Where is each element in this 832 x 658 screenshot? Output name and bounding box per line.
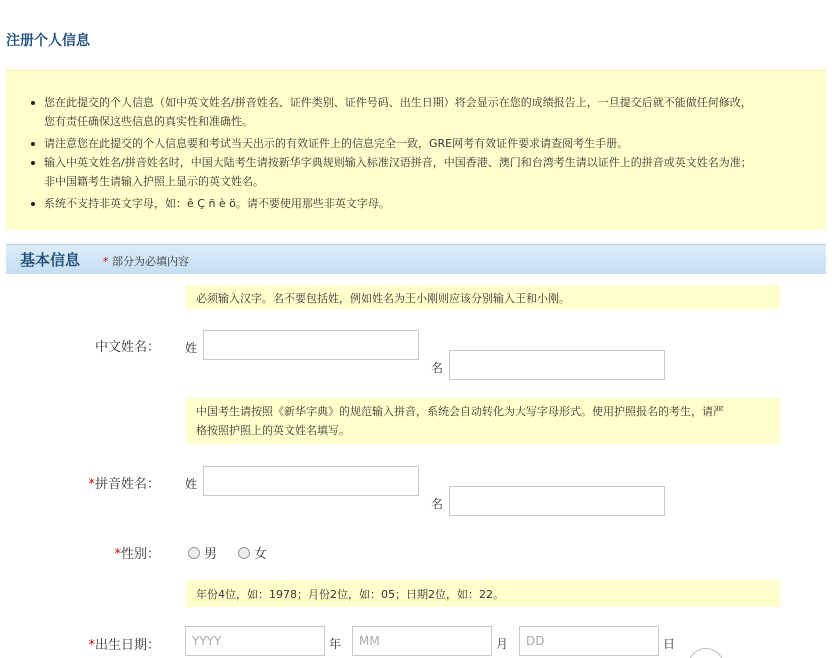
day-unit: 日	[663, 637, 676, 651]
pinyin-hint-line1: 中国考生请按照《新华字典》的规范输入拼音，系统会自动转化为大写字母形式。使用护照报名的考生，请严	[196, 405, 724, 418]
pinyin-surname-label: 姓	[185, 477, 198, 491]
birth-day-input[interactable]	[519, 626, 659, 656]
notice-text: 输入中英文姓名/拼音姓名时，中国大陆考生请按新华字典规则输入标准汉语拼音，中国香港、澳门和台湾考生请以证件上的拼音或英文姓名为准；	[44, 156, 752, 169]
birth-date-label	[0, 634, 160, 653]
notice-text: 您在此提交的个人信息（如中英文姓名/拼音姓名、证件类别、证件号码、出生日期）将会显示在您的成绩报告上，一旦提交后就不能做任何修改，	[44, 96, 752, 109]
gender-male-label: 男	[204, 547, 218, 562]
section-header	[6, 244, 826, 274]
notice-item	[30, 194, 810, 213]
year-unit: 年	[329, 637, 342, 651]
gender-option-male[interactable]	[188, 543, 217, 562]
gender-female-label: 女	[254, 547, 268, 562]
chinese-surname-label: 姓	[185, 341, 198, 355]
page-title: 注册个人信息	[6, 33, 90, 49]
pinyin-surname-input[interactable]	[203, 466, 419, 496]
notice-item	[30, 153, 810, 191]
birth-date-label-text: 出生日期：	[94, 638, 160, 653]
required-mark: *	[114, 547, 121, 562]
chinese-name-label: 中文姓名：	[94, 340, 160, 355]
birth-date-hint: 年份4位，如：1978；月份2位，如：05；日期2位，如：22。	[186, 580, 780, 607]
birth-month-input[interactable]	[352, 626, 492, 656]
month-unit: 月	[496, 637, 509, 651]
required-note-text: 部分为必填内容	[112, 255, 189, 268]
radio-female[interactable]	[238, 547, 250, 559]
notice-text: 非中国籍考生请输入护照上显示的英文姓名。	[44, 175, 264, 188]
notice-text: 系统不支持非英文字母，如：ê Ç ñ è ö。请不要使用那些非英文字母。	[44, 197, 390, 210]
gender-option-female[interactable]	[238, 543, 267, 562]
section-title: 基本信息	[20, 251, 81, 269]
required-mark: *	[88, 477, 95, 492]
pinyin-name-label	[0, 473, 160, 492]
chinese-given-name-input[interactable]	[449, 350, 665, 380]
radio-male[interactable]	[188, 547, 200, 559]
pinyin-given-label: 名	[431, 497, 444, 511]
required-note	[103, 253, 189, 269]
notice-box	[6, 70, 826, 230]
gender-label-text: 性别：	[120, 547, 160, 562]
pinyin-name-hint	[186, 398, 780, 444]
birth-year-input[interactable]	[185, 626, 325, 656]
required-mark: *	[103, 255, 109, 268]
notice-text: 请注意您在此提交的个人信息要和考试当天出示的有效证件上的信息完全一致，GRE网考有效证件要求请查阅考生手册。	[44, 137, 629, 150]
pinyin-name-label-text: 拼音姓名：	[94, 477, 160, 492]
notice-item	[30, 134, 810, 153]
notice-text: 您有责任确保这些信息的真实性和准确性。	[44, 115, 253, 128]
gender-label	[0, 543, 160, 562]
chinese-name-hint: 必须输入汉字。名不要包括姓，例如姓名为王小刚则应该分别输入王和小刚。	[186, 285, 780, 309]
chinese-given-label: 名	[431, 361, 444, 375]
required-mark: *	[88, 638, 95, 653]
pinyin-hint-line2: 格按照护照上的英文姓名填写。	[196, 424, 350, 437]
notice-list	[30, 93, 810, 213]
partial-circle-decoration	[688, 648, 724, 658]
notice-item	[30, 93, 810, 131]
pinyin-given-name-input[interactable]	[449, 486, 665, 516]
chinese-surname-input[interactable]	[203, 330, 419, 360]
